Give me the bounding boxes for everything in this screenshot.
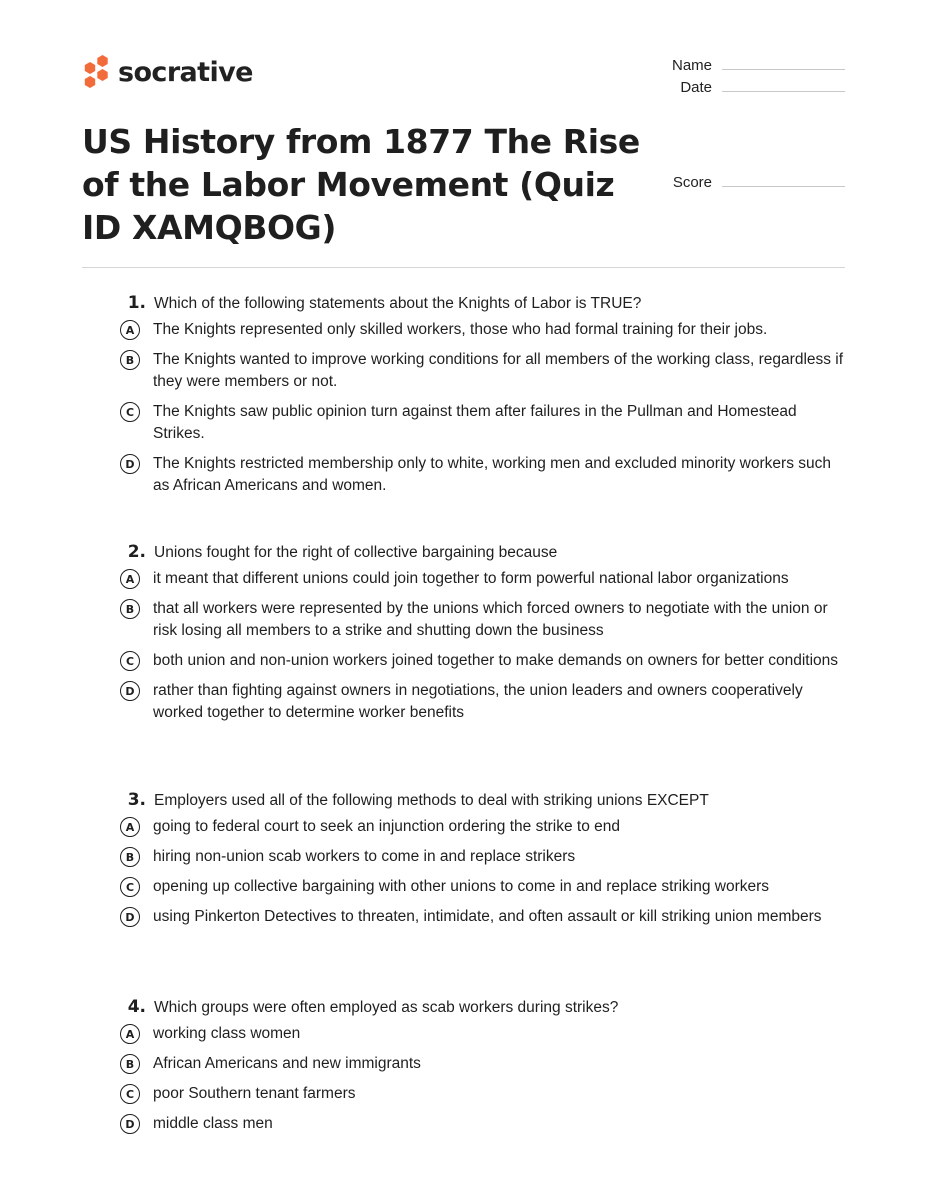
answer-text: using Pinkerton Detectives to threaten, intimidate, and often assault or kill striking union members [153,908,822,925]
question-3 [120,790,845,936]
date-field[interactable] [640,79,845,96]
question-number: 2. [127,542,146,562]
question-text: Employers used all of the following methods to deal with striking unions EXCEPT [154,792,709,809]
question-text: Which of the following statements about the Knights of Labor is TRUE? [154,295,642,312]
answer-bubble-c[interactable]: C [120,651,140,671]
answer-bubble-b[interactable]: B [120,599,140,619]
answer-bubble-b[interactable]: B [120,847,140,867]
date-line [722,90,845,92]
answer-option[interactable] [120,1113,845,1135]
answer-option[interactable] [120,846,845,868]
quiz-title: US History from 1877 The Rise of the Labor Movement (Quiz ID XAMQBOG) [82,122,640,247]
question-2 [120,542,845,732]
answer-bubble-b[interactable]: B [120,1054,140,1074]
answer-text: hiring non-union scab workers to come in and replace strikers [153,848,576,865]
name-line [722,68,845,70]
answer-bubble-c[interactable]: C [120,877,140,897]
answer-option[interactable] [120,1053,845,1075]
date-label: Date [680,79,712,96]
answer-text: it meant that different unions could join together to form powerful national labor organizations [153,570,789,587]
socrative-logo [82,54,253,90]
answer-option[interactable] [120,876,845,898]
question-1 [120,293,845,505]
answer-text: that all workers were represented by the unions which forced owners to negotiate with the union or risk losing all members to a strike and shutting down the business [153,600,828,639]
question-number: 4. [127,997,146,1017]
answer-option[interactable] [120,650,845,672]
answer-option[interactable] [120,680,845,724]
answer-option[interactable] [120,319,845,341]
answer-text: going to federal court to seek an injunction ordering the strike to end [153,818,621,835]
score-field[interactable] [640,174,845,191]
answer-option[interactable] [120,568,845,590]
name-label: Name [671,57,712,74]
question-number: 3. [127,790,146,810]
question-4 [120,997,845,1143]
answer-text: poor Southern tenant farmers [153,1085,356,1102]
question-text: Unions fought for the right of collective bargaining because [154,544,558,561]
answer-text: The Knights restricted membership only to white, working men and excluded minority workers such as African Americans and women. [153,455,831,494]
answer-bubble-a[interactable]: A [120,817,140,837]
answer-text: working class women [153,1025,301,1042]
answer-option[interactable] [120,906,845,928]
answer-option[interactable] [120,1023,845,1045]
question-number: 1. [127,293,146,313]
answer-text: The Knights wanted to improve working conditions for all members of the working class, regardless if they were members or not. [153,351,844,390]
answer-text: opening up collective bargaining with other unions to come in and replace striking workers [153,878,770,895]
answer-bubble-d[interactable]: D [120,454,140,474]
answer-option[interactable] [120,401,845,445]
answer-text: African Americans and new immigrants [153,1055,421,1072]
answer-text: both union and non-union workers joined together to make demands on owners for better conditions [153,652,839,669]
socrative-hexagon-icon [82,54,110,90]
answer-bubble-d[interactable]: D [120,1114,140,1134]
answer-text: The Knights saw public opinion turn against them after failures in the Pullman and Homestead Strikes. [153,403,797,442]
question-text: Which groups were often employed as scab workers during strikes? [154,999,619,1016]
answer-bubble-b[interactable]: B [120,350,140,370]
answer-option[interactable] [120,453,845,497]
score-line [722,185,845,187]
answer-bubble-d[interactable]: D [120,907,140,927]
answer-option[interactable] [120,598,845,642]
answer-bubble-a[interactable]: A [120,1024,140,1044]
answer-bubble-d[interactable]: D [120,681,140,701]
answer-text: middle class men [153,1115,273,1132]
logo-wordmark: socrative [118,56,253,88]
answer-option[interactable] [120,1083,845,1105]
score-label: Score [672,174,712,191]
answer-bubble-c[interactable]: C [120,1084,140,1104]
answer-bubble-a[interactable]: A [120,320,140,340]
answer-bubble-c[interactable]: C [120,402,140,422]
answer-text: rather than fighting against owners in negotiations, the union leaders and owners cooperatively worked together to determine worker benefits [153,682,803,721]
answer-text: The Knights represented only skilled workers, those who had formal training for their jobs. [153,321,768,338]
answer-bubble-a[interactable]: A [120,569,140,589]
name-field[interactable] [640,57,845,74]
header-divider [82,267,845,268]
answer-option[interactable] [120,349,845,393]
answer-option[interactable] [120,816,845,838]
